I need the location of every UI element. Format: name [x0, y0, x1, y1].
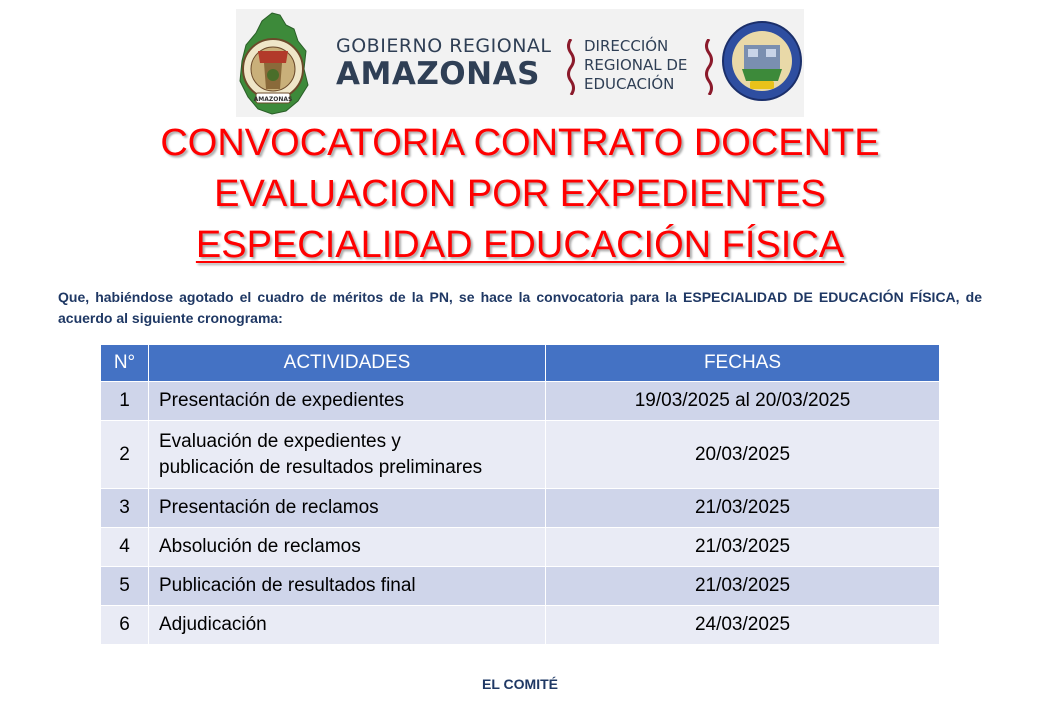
- table-header-row: [101, 345, 940, 382]
- dre-line3: EDUCACIÓN: [584, 75, 675, 93]
- row-activity: [149, 606, 546, 645]
- activity-text: Presentación de expedientes: [159, 390, 405, 411]
- activity-text-line2: publicación de resultados preliminares: [159, 456, 483, 478]
- gov-line2: AMAZONAS: [336, 56, 540, 92]
- row-date: 21/03/2025: [546, 528, 940, 567]
- row-num: 5: [101, 567, 149, 606]
- table-row: [101, 421, 940, 489]
- table-row: [101, 606, 940, 645]
- header-banner: [236, 9, 804, 117]
- dre-line2: REGIONAL DE: [584, 56, 688, 74]
- header-dates: FECHAS: [546, 345, 940, 382]
- row-date: 21/03/2025: [546, 489, 940, 528]
- svg-text:AMAZONAS: AMAZONAS: [253, 96, 293, 103]
- activity-text: Adjudicación: [159, 614, 267, 635]
- activity-text: Publicación de resultados final: [159, 575, 416, 596]
- divider-wave-icon: [566, 39, 576, 95]
- gov-line1: GOBIERNO REGIONAL: [336, 35, 552, 57]
- row-date: 20/03/2025: [546, 421, 940, 489]
- title-line-2: EVALUACION POR EXPEDIENTES: [214, 173, 826, 215]
- row-activity: [149, 567, 546, 606]
- intro-paragraph: Que, habiéndose agotado el cuadro de méritos de la PN, se hace la convocatoria para la ESPECIALIDAD DE EDUCACIÓN FÍSICA, de acuerdo al siguiente cronograma:: [58, 289, 982, 326]
- header-num: N°: [101, 345, 149, 382]
- title-line-3: ESPECIALIDAD EDUCACIÓN FÍSICA: [195, 224, 845, 266]
- table-row: [101, 489, 940, 528]
- activity-text: Absolución de reclamos: [159, 536, 361, 557]
- row-activity: [149, 421, 546, 489]
- table-row: [101, 567, 940, 606]
- education-unit-crest-icon: [722, 19, 802, 103]
- row-num: 2: [101, 421, 149, 489]
- row-num: 1: [101, 382, 149, 421]
- activity-text: Presentación de reclamos: [159, 497, 379, 518]
- dre-title: [584, 37, 687, 94]
- row-date: 21/03/2025: [546, 567, 940, 606]
- row-activity: [149, 489, 546, 528]
- row-num: 6: [101, 606, 149, 645]
- title-line-1: CONVOCATORIA CONTRATO DOCENTE: [160, 122, 880, 164]
- table-row: [101, 528, 940, 567]
- dre-line1: DIRECCIÓN: [584, 37, 669, 55]
- row-date: 19/03/2025 al 20/03/2025: [546, 382, 940, 421]
- committee-signature: EL COMITÉ: [482, 676, 558, 692]
- activity-text-line1: Evaluación de expedientes y: [159, 430, 401, 452]
- divider-wave-icon: [704, 39, 714, 95]
- regional-crest-icon: [236, 11, 310, 115]
- row-activity: [149, 528, 546, 567]
- schedule-table: [100, 344, 940, 645]
- header-activities: ACTIVIDADES: [149, 345, 546, 382]
- table-row: [101, 382, 940, 421]
- government-title: [336, 35, 552, 91]
- row-date: 24/03/2025: [546, 606, 940, 645]
- row-num: 4: [101, 528, 149, 567]
- row-num: 3: [101, 489, 149, 528]
- row-activity: [149, 382, 546, 421]
